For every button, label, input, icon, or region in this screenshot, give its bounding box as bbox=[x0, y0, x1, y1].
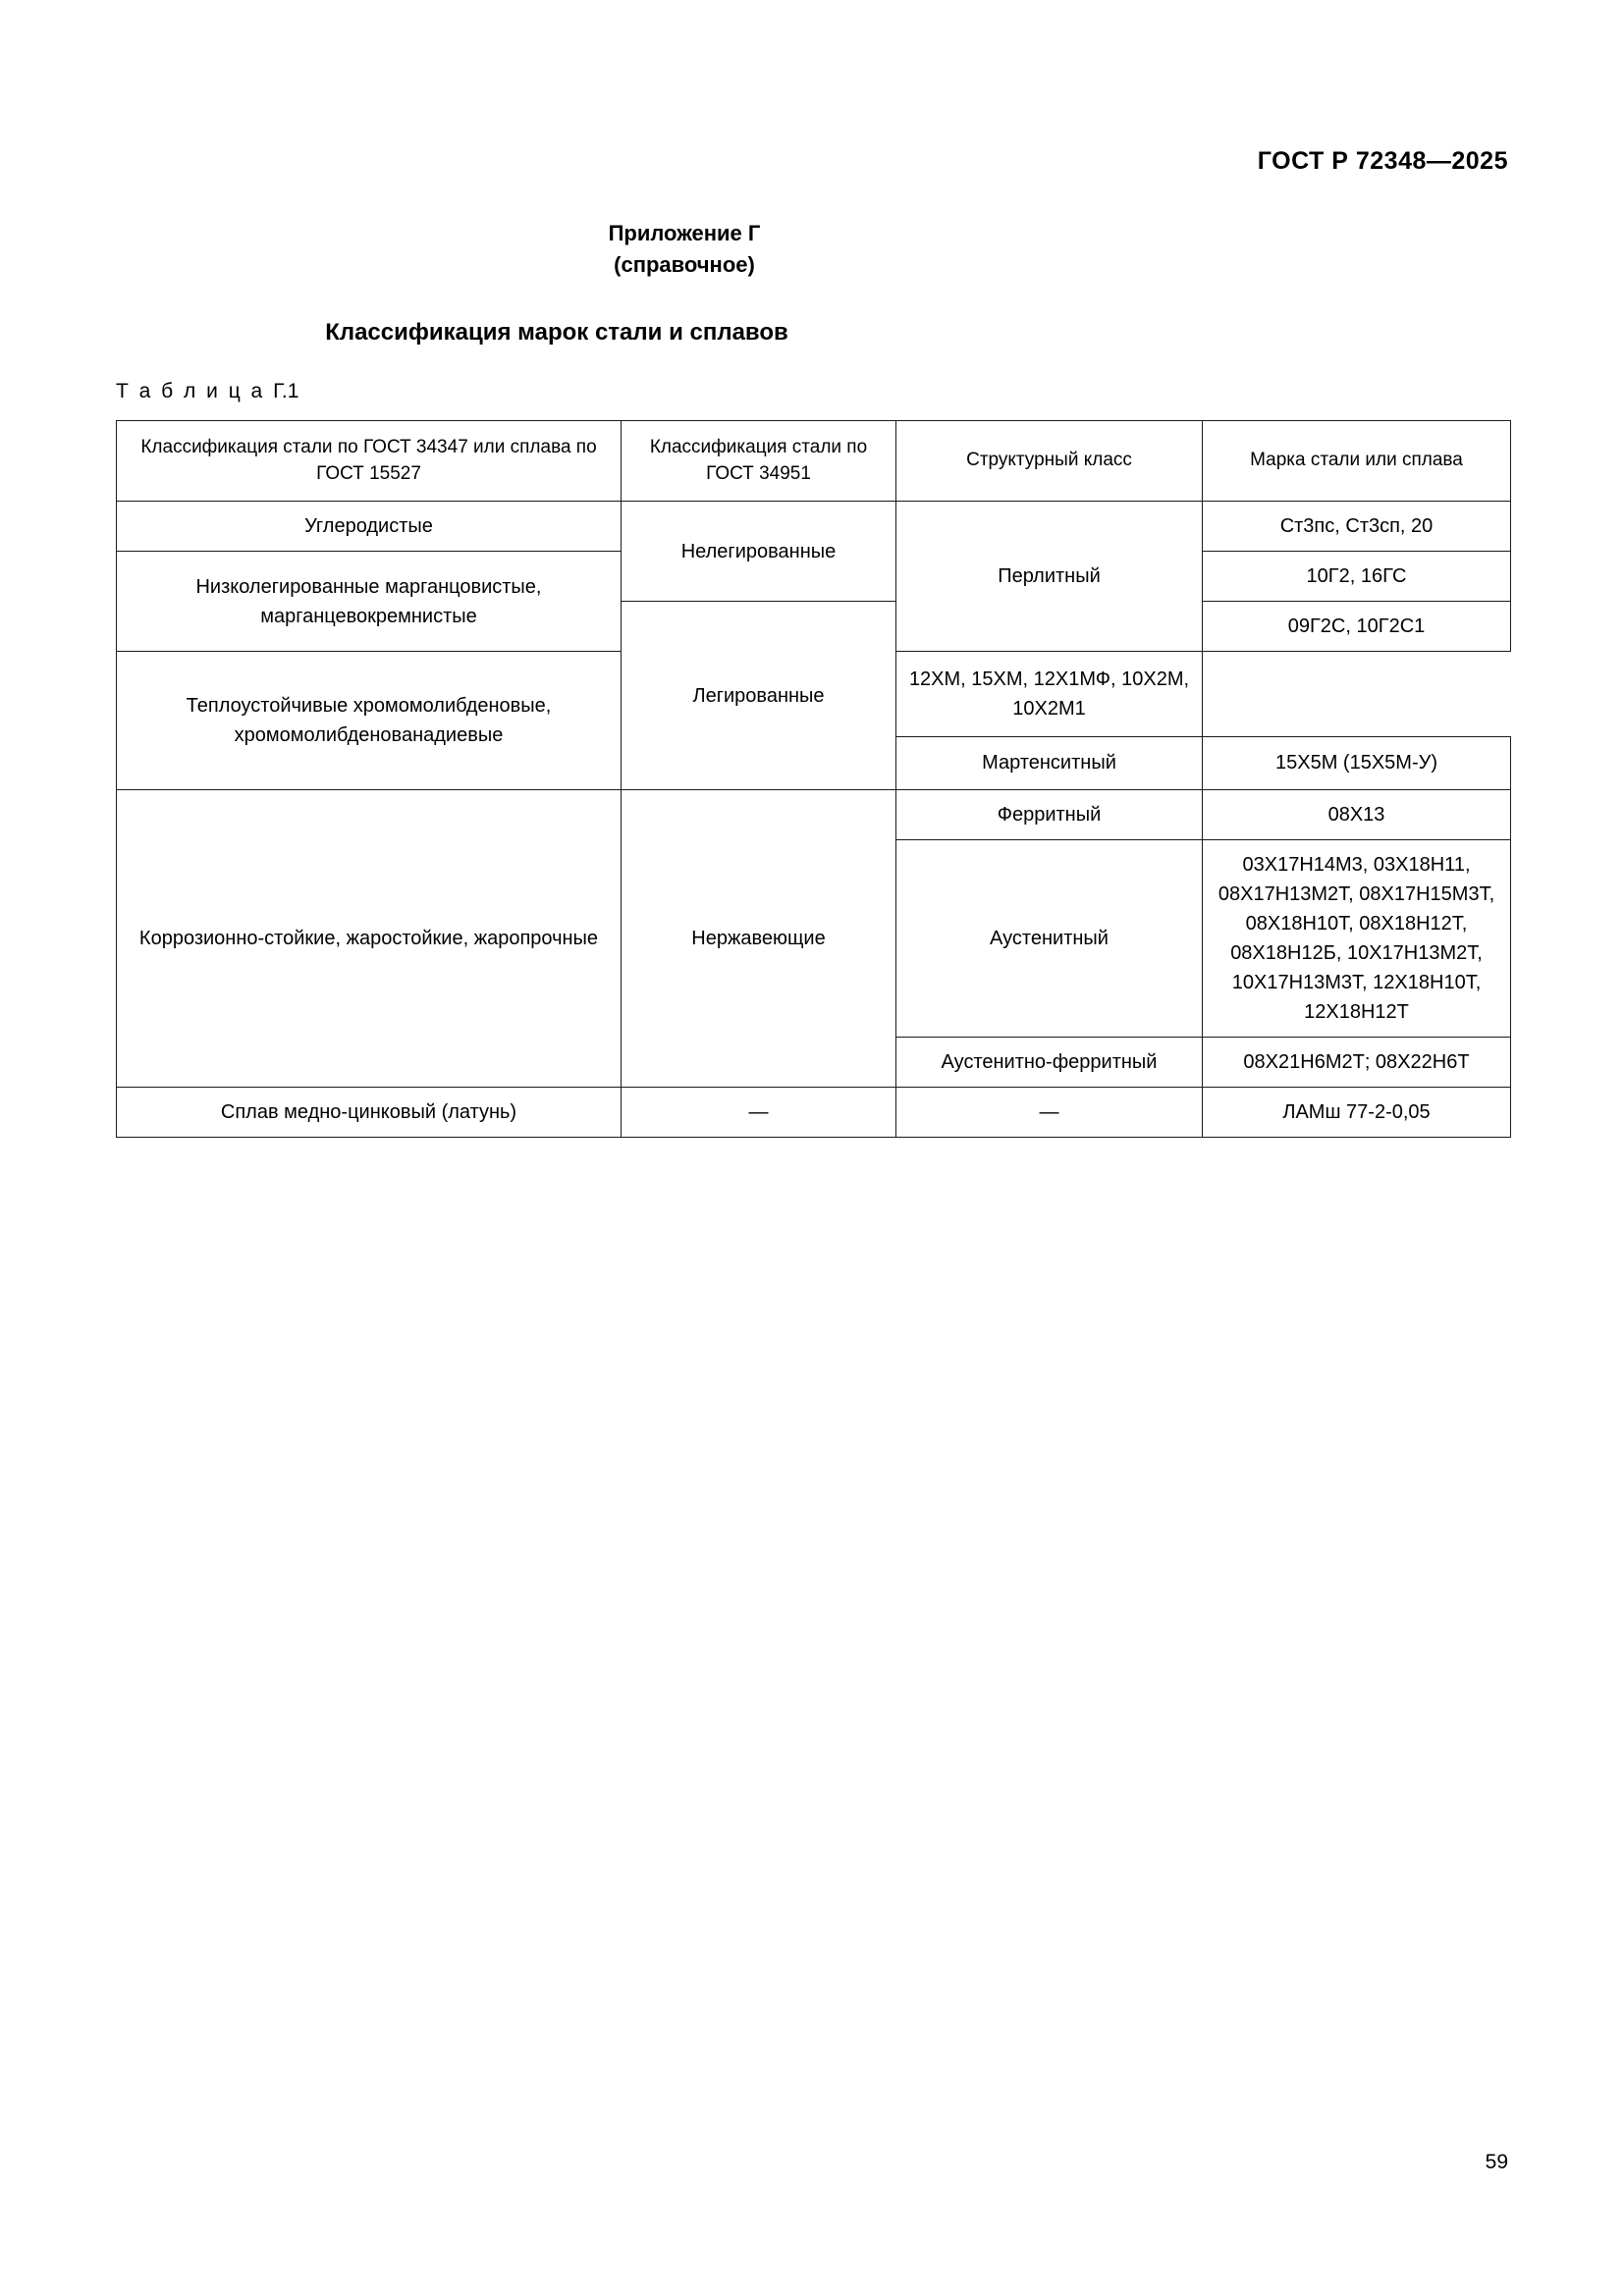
cell-grades-low-alloy-2: 09Г2С, 10Г2С1 bbox=[1203, 602, 1511, 652]
appendix-subtitle: (справочное) bbox=[614, 251, 755, 277]
cell-grades-heat-resistant: 12ХМ, 15ХМ, 12Х1МФ, 10Х2М, 10Х2М1 bbox=[896, 652, 1203, 737]
table-header-cell-4: Марка стали или сплава bbox=[1203, 421, 1511, 502]
cell-structural-ferritic: Ферритный bbox=[896, 790, 1203, 840]
table-caption bbox=[116, 380, 298, 403]
cell-grades-martensitic: 15Х5М (15Х5М-У) bbox=[1203, 736, 1511, 789]
page-header-standard: ГОСТ Р 72348—2025 bbox=[1257, 147, 1508, 175]
section-title: Классификация марок стали и сплавов bbox=[325, 319, 788, 346]
cell-gost34951-brass-dash: — bbox=[622, 1088, 896, 1138]
cell-classification-heat-resistant: Теплоустойчивые хромомолибденовые, хромомолибденованадиевые bbox=[117, 652, 622, 790]
classification-table bbox=[116, 420, 1511, 1138]
cell-structural-brass-dash: — bbox=[896, 1088, 1203, 1138]
cell-grades-ferritic: 08Х13 bbox=[1203, 790, 1511, 840]
cell-classification-low-alloy: Низколегированные марганцовистые, марганцевокремнистые bbox=[117, 552, 622, 652]
table-header-cell-3: Структурный класс bbox=[896, 421, 1203, 502]
table-header-cell-2: Классификация стали по ГОСТ 34951 bbox=[622, 421, 896, 502]
table-row bbox=[117, 502, 1511, 552]
cell-grades-carbon: Ст3пс, Ст3сп, 20 bbox=[1203, 502, 1511, 552]
cell-structural-martensitic: Мартенситный bbox=[896, 736, 1203, 789]
table-caption-number: Г.1 bbox=[273, 380, 299, 402]
cell-gost34951-stainless: Нержавеющие bbox=[622, 790, 896, 1088]
cell-grades-low-alloy-1: 10Г2, 16ГС bbox=[1203, 552, 1511, 602]
table-row bbox=[117, 1088, 1511, 1138]
cell-grades-brass: ЛАМш 77-2-0,05 bbox=[1203, 1088, 1511, 1138]
cell-classification-corrosion: Коррозионно-стойкие, жаростойкие, жаропрочные bbox=[117, 790, 622, 1088]
cell-grades-austenitic: 03Х17Н14М3, 03Х18Н11, 08Х17Н13М2Т, 08Х17Н15М3Т, 08Х18Н10Т, 08Х18Н12Т, 08Х18Н12Б, 10Х17Н13М2Т, 10Х17Н13М3Т, 12Х18Н10Т, 12Х18Н12Т bbox=[1203, 840, 1511, 1038]
appendix-title: Приложение Г bbox=[608, 221, 761, 245]
appendix-heading-block bbox=[0, 218, 1624, 281]
cell-classification-brass: Сплав медно-цинковый (латунь) bbox=[117, 1088, 622, 1138]
cell-classification-carbon: Углеродистые bbox=[117, 502, 622, 552]
table-header-cell-1: Классификация стали по ГОСТ 34347 или сплава по ГОСТ 15527 bbox=[117, 421, 622, 502]
cell-gost34951-alloyed: Легированные bbox=[622, 602, 896, 790]
table-caption-label: Т а б л и ц а bbox=[116, 380, 265, 402]
table-header-row bbox=[117, 421, 1511, 502]
cell-structural-austenitic: Аустенитный bbox=[896, 840, 1203, 1038]
page-number: 59 bbox=[1485, 2151, 1508, 2173]
table-row bbox=[117, 790, 1511, 840]
cell-grades-austenitic-ferritic: 08Х21Н6М2Т; 08Х22Н6Т bbox=[1203, 1038, 1511, 1088]
cell-gost34951-unalloyed: Нелегированные bbox=[622, 502, 896, 602]
cell-structural-austenitic-ferritic: Аустенитно-ферритный bbox=[896, 1038, 1203, 1088]
cell-structural-pearlitic: Перлитный bbox=[896, 502, 1203, 652]
